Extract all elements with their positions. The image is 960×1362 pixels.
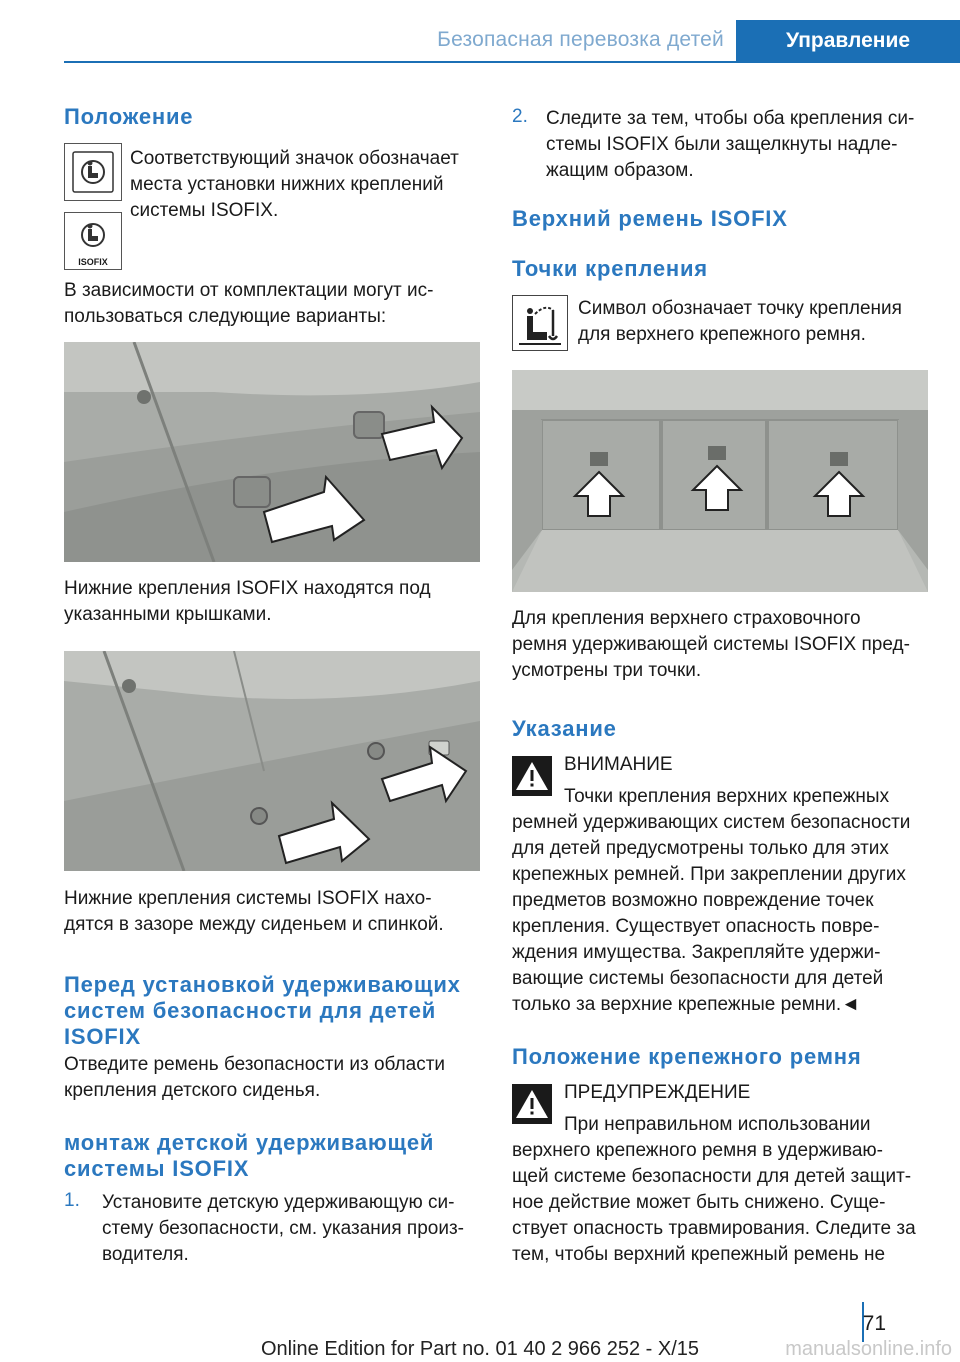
isofix-icon: [64, 212, 122, 270]
warning-title-text: ПРЕДУПРЕЖДЕНИЕ: [564, 1082, 751, 1103]
text-line: крепления. Существует опасность повре-: [512, 916, 880, 937]
text-line: Следите за тем, чтобы оба крепления си-: [546, 108, 915, 129]
text-line: дятся в зазоре между сиденьем и спинкой.: [64, 914, 444, 935]
heading-line: монтаж детской удерживающей: [64, 1130, 435, 1155]
text-line: для верхнего крепежного ремня.: [578, 324, 866, 345]
text-line: ное действие может быть снижено. Суще-: [512, 1192, 886, 1213]
before-install-paragraph: [64, 1052, 480, 1104]
header-section-title: Безопасная перевозка детей: [437, 28, 724, 51]
photo-trunk-anchor-points: [512, 370, 928, 592]
text-line: предметов возможно повреждение точек: [512, 890, 874, 911]
text-line: ремней удерживающих систем безопасности: [512, 812, 911, 833]
heading-before-install: [64, 972, 480, 1050]
text-line: усмотрены три точки.: [512, 660, 702, 681]
child-seat-lower-anchor-icon: [64, 143, 122, 201]
warning-title: [564, 1080, 750, 1106]
heading-line: системы ISOFIX: [64, 1156, 250, 1181]
caution-text: [512, 784, 928, 1018]
heading-line: Перед установкой удерживающих: [64, 972, 461, 997]
symbol-description: [578, 296, 928, 348]
text-line: Соответствующий значок обозначает: [130, 148, 459, 169]
heading-belt-position: Положение крепежного ремня: [512, 1044, 862, 1069]
edition-footer: Online Edition for Part no. 01 40 2 966 252 - X/15: [260, 1338, 700, 1360]
text-line: ждения имущества. Закрепляйте удержи-: [512, 942, 881, 963]
text-line: системы ISOFIX.: [130, 200, 279, 221]
variants-paragraph: [64, 278, 480, 330]
text-line: щей системе безопасности для детей защит-: [512, 1166, 912, 1187]
text-line: Символ обозначает точку крепления: [578, 298, 902, 319]
icon-description: [130, 146, 480, 224]
text-line: указанными крышками.: [64, 604, 272, 625]
photo-isofix-gap: [64, 651, 480, 871]
text-line: водителя.: [102, 1244, 189, 1265]
text-line: крепления детского сиденья.: [64, 1080, 321, 1101]
text-line: Точки крепления верхних крепежных: [564, 786, 890, 807]
step-number: 2.: [512, 106, 528, 127]
text-line: Отведите ремень безопасности из области: [64, 1054, 446, 1075]
text-line: Нижние крепления ISOFIX находятся под: [64, 578, 431, 599]
heading-position: Положение: [64, 104, 194, 129]
caution-title-text: ВНИМАНИЕ: [564, 754, 673, 775]
page-header: [0, 0, 960, 62]
caption-photo-1: [64, 576, 480, 628]
caption-photo-2: [64, 886, 480, 938]
text-line: При неправильном использовании: [564, 1114, 871, 1135]
photo-isofix-covers: [64, 342, 480, 562]
text-line: стему безопасности, см. указания произ-: [102, 1218, 465, 1239]
step-2: [546, 106, 928, 184]
text-line: стемы ISOFIX были защелкнуты надле-: [546, 134, 898, 155]
page-number: 71: [862, 1312, 886, 1335]
warning-text: [512, 1112, 928, 1268]
heading-line: систем безопасности для детей: [64, 998, 437, 1023]
step-number: 1.: [64, 1190, 80, 1211]
heading-top-tether: Верхний ремень ISOFIX: [512, 206, 788, 231]
text-line: только за верхние крепежные ремни.◄: [512, 994, 860, 1015]
header-rule: [64, 61, 960, 63]
text-line: жащим образом.: [546, 160, 694, 181]
text-line: Нижние крепления системы ISOFIX нахо-: [64, 888, 432, 909]
heading-anchor-points: Точки крепления: [512, 256, 708, 281]
text-line: ствует опасность травмирования. Следите за: [512, 1218, 916, 1239]
anchor-points-paragraph: [512, 606, 928, 684]
text-line: вающие системы безопасности для детей: [512, 968, 884, 989]
text-line: Для крепления верхнего страховочного: [512, 608, 861, 629]
text-line: места установки нижних креплений: [130, 174, 444, 195]
isofix-icon-label: ISOFIX: [78, 257, 108, 267]
text-line: верхнего крепежного ремня в удерживаю-: [512, 1140, 884, 1161]
heading-note: Указание: [512, 716, 617, 741]
text-line: В зависимости от комплектации могут ис-: [64, 280, 434, 301]
header-tab[interactable]: Управление: [736, 20, 960, 62]
heading-line: ISOFIX: [64, 1024, 141, 1049]
top-tether-icon: [512, 295, 568, 351]
text-line: тем, чтобы верхний крепежный ремень не: [512, 1244, 886, 1265]
text-line: ремня удерживающей системы ISOFIX пред-: [512, 634, 910, 655]
text-line: для детей предусмотрены только для этих: [512, 838, 889, 859]
text-line: Установите детскую удерживающую си-: [102, 1192, 455, 1213]
step-1: [102, 1190, 480, 1268]
heading-mount: [64, 1130, 480, 1182]
watermark: manualsonline.info: [785, 1338, 952, 1360]
text-line: пользоваться следующие варианты:: [64, 306, 387, 327]
caution-title: [564, 752, 673, 778]
text-line: крепежных ремней. При закреплении других: [512, 864, 906, 885]
